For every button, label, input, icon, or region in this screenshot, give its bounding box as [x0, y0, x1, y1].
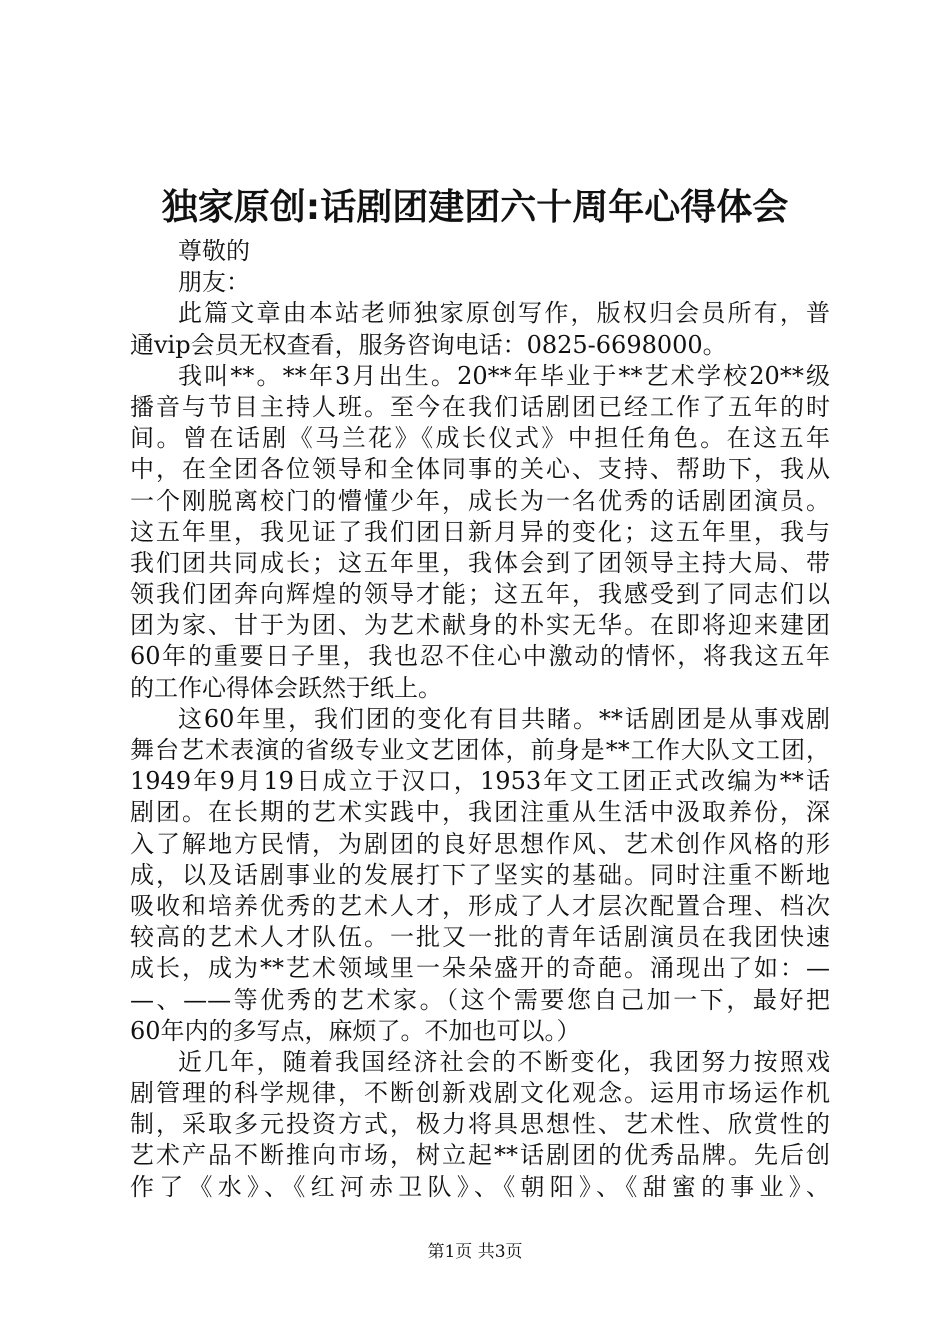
- text-line: 这五年里，我见证了我们团日新月异的变化；这五年里，我与: [130, 517, 830, 546]
- text-line: 的工作心得体会跃然于纸上。: [130, 673, 442, 702]
- text-line: 此篇文章由本站老师独家原创写作，版权归会员所有，普: [178, 299, 830, 328]
- text-line: 我叫**。**年3月出生。20**年毕业于**艺术学校20**级: [178, 361, 830, 390]
- text-line: 一个刚脱离校门的懵懂少年，成长为一名优秀的话剧团演员。: [130, 486, 830, 515]
- text-line: 入了解地方民情，为剧团的良好思想作风、艺术创作风格的形: [130, 829, 830, 858]
- text-line: 艺术产品不断推向市场，树立起**话剧团的优秀品牌。先后创: [130, 1141, 830, 1170]
- text-line: 舞台艺术表演的省级专业文艺团体，前身是**工作大队文工团，: [130, 736, 830, 764]
- document-body: [130, 236, 830, 1203]
- text-line: 60年的重要日子里，我也忍不住心中激动的情怀，将我这五年: [130, 642, 830, 671]
- text-line: 我们团共同成长；这五年里，我体会到了团领导主持大局、带: [130, 548, 830, 577]
- text-line: 领我们团奔向辉煌的领导才能；这五年，我感受到了同志们以: [130, 580, 830, 609]
- text-line: 间。曾在话剧《马兰花》《成长仪式》中担任角色。在这五年: [130, 424, 830, 453]
- text-line: 剧管理的科学规律，不断创新戏剧文化观念。运用市场运作机: [130, 1079, 830, 1108]
- text-line: 中，在全团各位领导和全体同事的关心、支持、帮助下，我从: [130, 455, 830, 484]
- text-line: 制，采取多元投资方式，极力将具思想性、艺术性、欣赏性的: [130, 1110, 830, 1139]
- text-line: 作了《水》、《红河赤卫队》、《朝阳》、《甜蜜的事业》、: [130, 1172, 830, 1201]
- page-footer: 第1页 共3页: [427, 1242, 523, 1262]
- text-line: 尊敬的: [178, 237, 250, 265]
- text-line: 60年内的多写点，麻烦了。不加也可以。）: [130, 1016, 581, 1045]
- text-line: 吸收和培养优秀的艺术人才，形成了人才层次配置合理、档次: [130, 891, 830, 920]
- text-line: 成长，成为**艺术领域里一朵朵盛开的奇葩。涌现出了如：—: [130, 954, 830, 983]
- text-line: 播音与节目主持人班。至今在我们话剧团已经工作了五年的时: [130, 392, 830, 421]
- text-line: 这60年里，我们团的变化有目共睹。**话剧团是从事戏剧: [178, 704, 830, 733]
- text-line: 朋友：: [178, 268, 250, 297]
- text-line: 通vip会员无权查看，服务咨询电话：0825-6698000。: [130, 330, 727, 359]
- document-title: 独家原创:话剧团建团六十周年心得体会: [161, 187, 789, 228]
- text-line: —、——等优秀的艺术家。（这个需要您自己加一下，最好把: [130, 985, 830, 1014]
- text-line: 近几年，随着我国经济社会的不断变化，我团努力按照戏: [178, 1047, 830, 1076]
- text-line: 较高的艺术人才队伍。一批又一批的青年话剧演员在我团快速: [130, 923, 830, 952]
- text-line: 成，以及话剧事业的发展打下了坚实的基础。同时注重不断地: [130, 860, 830, 889]
- text-line: 1949年9月19日成立于汉口，1953年文工团正式改编为**话: [130, 767, 830, 796]
- text-line: 剧团。在长期的艺术实践中，我团注重从生活中汲取养份，深: [130, 798, 830, 827]
- text-line: 团为家、甘于为团、为艺术献身的朴实无华。在即将迎来建团: [130, 611, 830, 640]
